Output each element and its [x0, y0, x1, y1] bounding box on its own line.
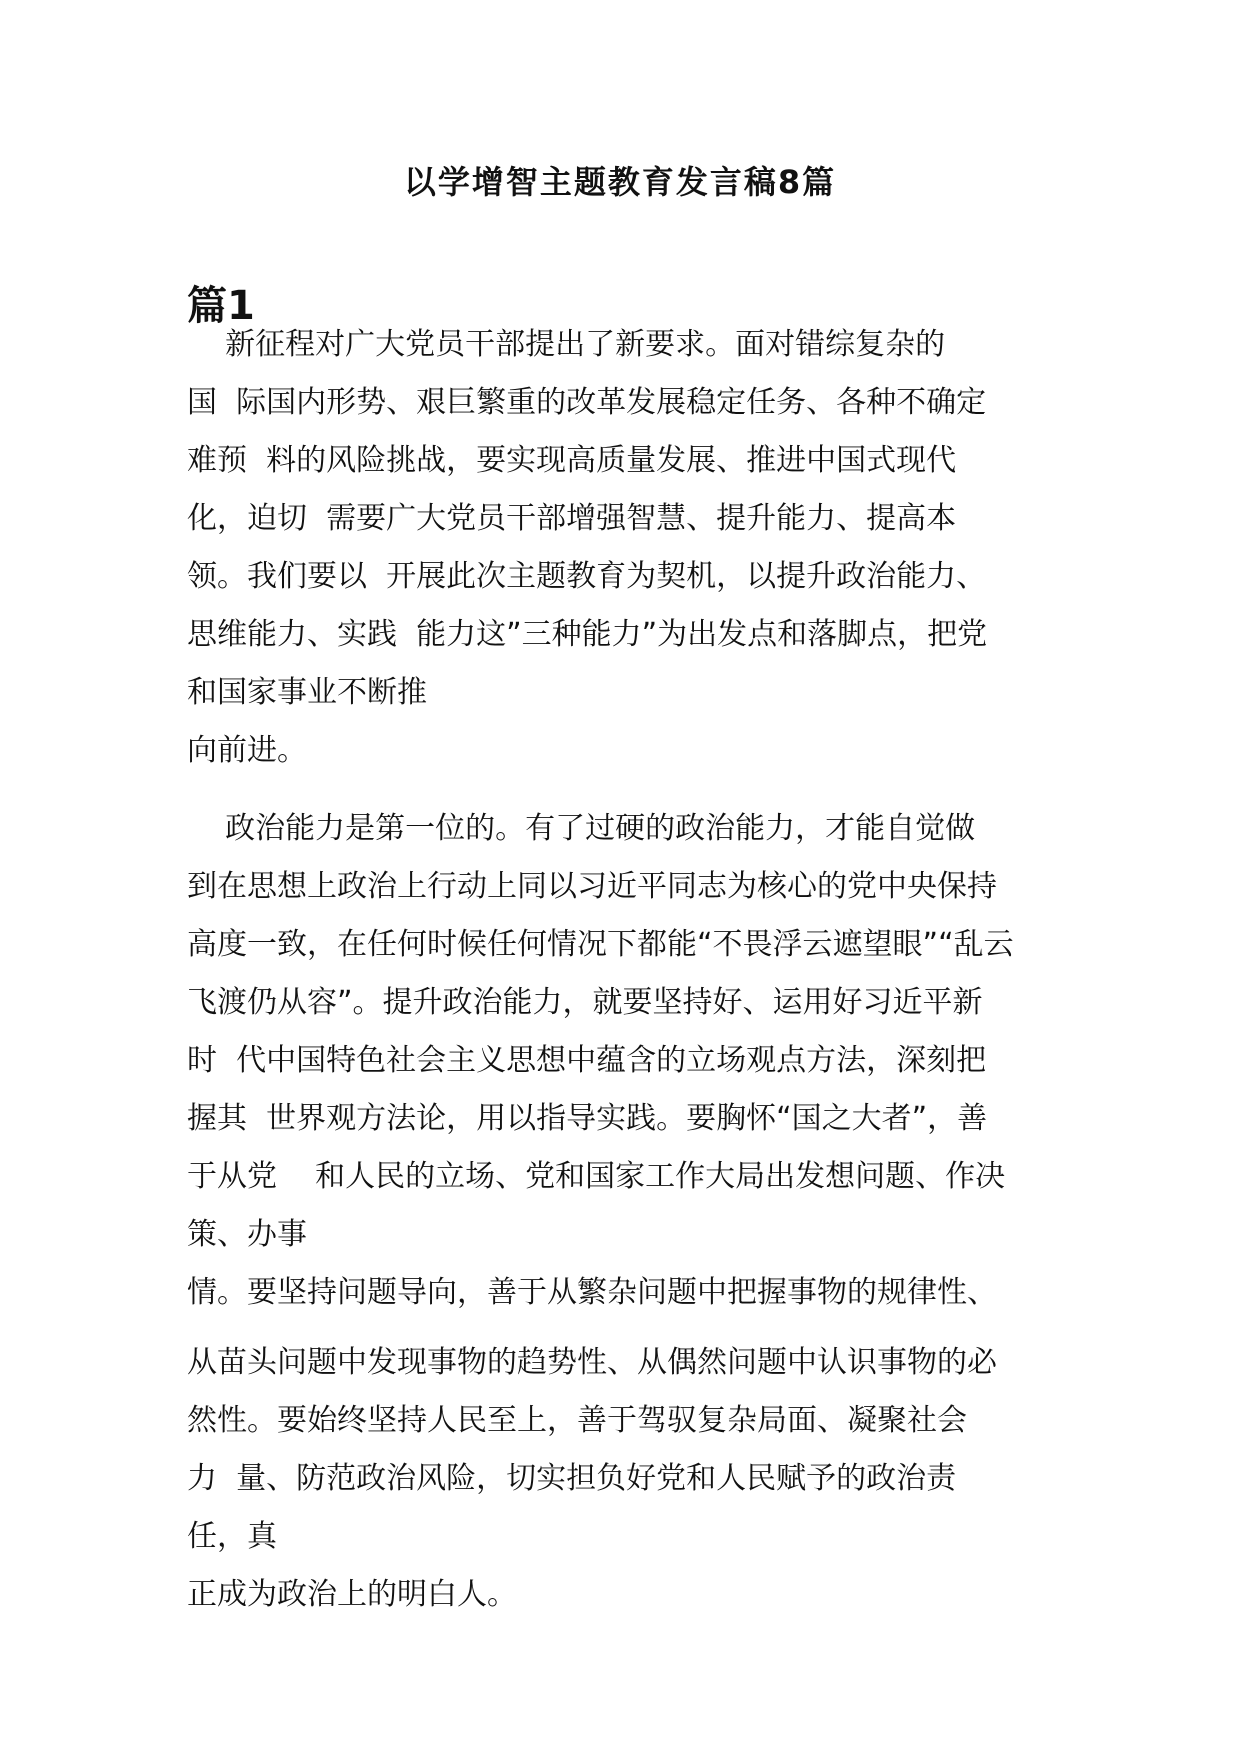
paragraph-line: 领。我们要以 开展此次主题教育为契机，以提升政治能力、: [187, 559, 987, 594]
paragraph-line: 情。要坚持问题导向，善于从繁杂问题中把握事物的规律性、: [187, 1275, 997, 1310]
paragraph-line: 思维能力、实践 能力这”三种能力”为出发点和落脚点，把党: [187, 617, 988, 652]
paragraph-line: 政治能力是第一位的。有了过硬的政治能力，才能自觉做: [187, 811, 976, 846]
paragraph-line: 新征程对广大党员干部提出了新要求。面对错综复杂的: [187, 327, 946, 362]
paragraph-line: 力 量、防范政治风险，切实担负好党和人民赋予的政治责: [187, 1461, 957, 1496]
paragraph-line: 向前进。: [187, 733, 307, 768]
paragraph-line: 正成为政治上的明白人。: [187, 1577, 517, 1612]
paragraph-line: 化，迫切 需要广大党员干部增强智慧、提升能力、提高本: [187, 501, 957, 536]
paragraph-line: 握其 世界观方法论，用以指导实践。要胸怀“国之大者”，善: [187, 1101, 988, 1136]
paragraph-line: 高度一致，在任何时候任何情况下都能“不畏浮云遮望眼”“乱云: [187, 927, 1014, 962]
document-title: 以学增智主题教育发言稿8篇: [403, 163, 837, 201]
paragraph-2: [187, 800, 1067, 1624]
paragraph-line: 从苗头问题中发现事物的趋势性、从偶然问题中认识事物的必: [187, 1345, 997, 1380]
paragraph-line: 飞渡仍从容”。提升政治能力，就要坚持好、运用好习近平新: [187, 985, 983, 1020]
paragraph-line: 任，真: [187, 1519, 277, 1554]
paragraph-line: 策、办事: [187, 1217, 307, 1252]
paragraph-line: 和国家事业不断推: [187, 675, 427, 710]
paragraph-line: 国 际国内形势、艰巨繁重的改革发展稳定任务、各种不确定: [187, 385, 987, 420]
paragraph-1: [187, 316, 1067, 780]
paragraph-line: 然性。要始终坚持人民至上，善于驾驭复杂局面、凝聚社会: [187, 1403, 967, 1438]
paragraph-line: 到在思想上政治上行动上同以习近平同志为核心的党中央保持: [187, 869, 997, 904]
paragraph-line: 难预 料的风险挑战，要实现高质量发展、推进中国式现代: [187, 443, 957, 478]
section-heading: 篇1: [187, 283, 255, 329]
paragraph-line: 时 代中国特色社会主义思想中蕴含的立场观点方法，深刻把: [187, 1043, 987, 1078]
paragraph-line: 于从党 和人民的立场、党和国家工作大局出发想问题、作决: [187, 1159, 1006, 1194]
